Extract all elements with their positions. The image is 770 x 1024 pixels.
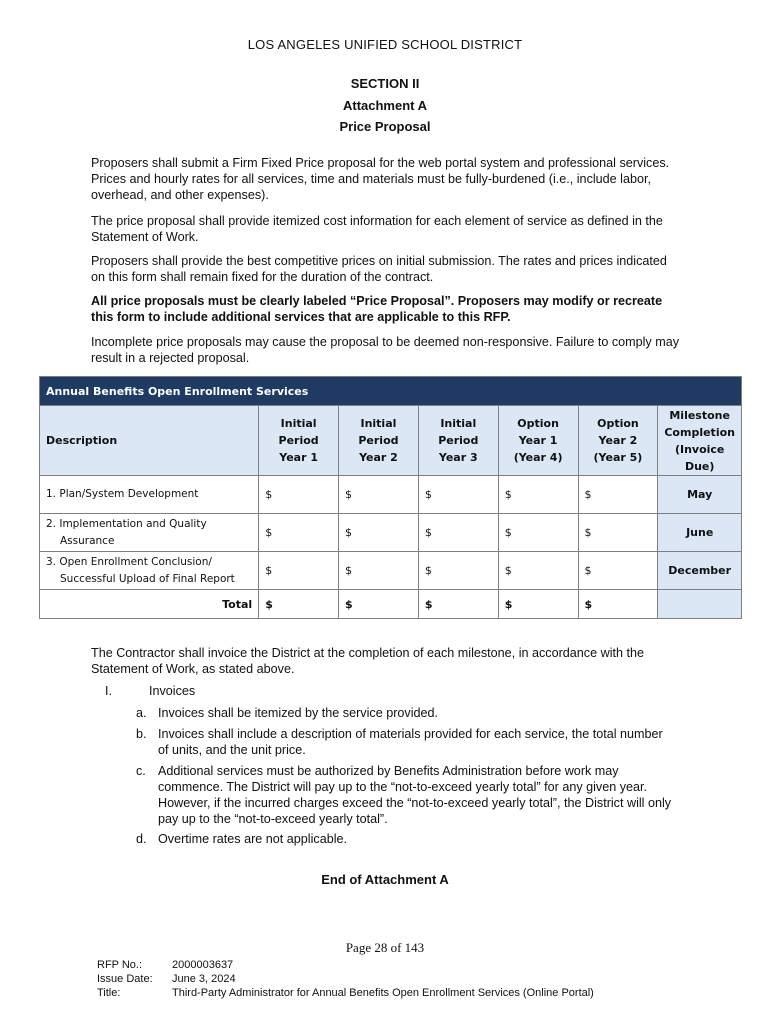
milestone-total-cell	[658, 590, 742, 619]
table-title: Annual Benefits Open Enrollment Services	[40, 377, 742, 406]
list-item: c. Additional services must be authorized by Benefits Administration before work may commence. The District will pay up to the “not-to-exceed yearly total” for any given year. However, if the incurred charges exceed the “not-to-exceed yearly total”, the District will only pay up to the “not-to-exceed yearly total”.	[136, 764, 672, 826]
footer-title: Title: Third-Party Administrator for Annual Benefits Open Enrollment Services (Online Portal)	[97, 987, 594, 999]
page-title: Price Proposal	[339, 119, 431, 134]
list-item: b. Invoices shall include a description of materials provided for each service, the total number of units, and the unit price.	[136, 727, 663, 757]
total-cell[interactable]: $	[498, 590, 578, 619]
row-description: 3. Open Enrollment Conclusion/ Successful Upload of Final Report	[40, 552, 259, 590]
price-cell[interactable]: $	[339, 476, 419, 514]
invoices-numeral: I.	[105, 684, 112, 698]
price-cell[interactable]: $	[578, 476, 658, 514]
price-cell[interactable]: $	[259, 552, 339, 590]
invoices-heading	[91, 684, 195, 698]
intro-paragraph: Proposers shall submit a Firm Fixed Price proposal for the web portal system and professional services. Prices and hourly rates for all services, time and materials must be fully-burdened (i.e., include labor, overhead, and other expenses).	[91, 156, 670, 202]
table-row	[40, 476, 742, 514]
column-header-initial-year-2: Initial Period Year 2	[339, 406, 419, 476]
invoice-paragraph: The Contractor shall invoice the District at the completion of each milestone, in accordance with the Statement of Work, as stated above.	[91, 646, 644, 676]
section-heading: SECTION II	[350, 76, 420, 91]
price-cell[interactable]: $	[498, 514, 578, 552]
district-name: LOS ANGELES UNIFIED SCHOOL DISTRICT	[247, 37, 523, 52]
page-number: Page 28 of 143	[345, 940, 425, 955]
price-cell[interactable]: $	[578, 552, 658, 590]
competitive-paragraph: Proposers shall provide the best competitive prices on initial submission. The rates and prices indicated on this form shall remain fixed for the duration of the contract.	[91, 254, 667, 284]
attachment-heading: Attachment A	[342, 98, 428, 113]
price-cell[interactable]: $	[339, 552, 419, 590]
milestone-cell: May	[658, 476, 742, 514]
total-cell[interactable]: $	[418, 590, 498, 619]
price-cell[interactable]: $	[498, 476, 578, 514]
row-description: 1. Plan/System Development	[40, 476, 259, 514]
list-item: a. Invoices shall be itemized by the service provided.	[136, 706, 439, 720]
price-cell[interactable]: $	[259, 476, 339, 514]
total-cell[interactable]: $	[259, 590, 339, 619]
price-cell[interactable]: $	[418, 476, 498, 514]
price-table	[39, 376, 742, 619]
milestone-cell: December	[658, 552, 742, 590]
price-cell[interactable]: $	[339, 514, 419, 552]
labeling-paragraph: All price proposals must be clearly labeled “Price Proposal”. Proposers may modify or recreate this form to include additional services that are applicable to this RFP.	[91, 294, 663, 324]
price-cell[interactable]: $	[578, 514, 658, 552]
column-header-initial-year-1: Initial Period Year 1	[259, 406, 339, 476]
milestone-cell: June	[658, 514, 742, 552]
footer-rfp: RFP No.: 2000003637	[97, 959, 234, 971]
row-description: 2. Implementation and Quality Assurance	[40, 514, 259, 552]
total-row	[40, 590, 742, 619]
incomplete-paragraph: Incomplete price proposals may cause the proposal to be deemed non-responsive. Failure to comply may result in a rejected proposal.	[91, 335, 680, 365]
price-cell[interactable]: $	[498, 552, 578, 590]
column-header-option-year-2: Option Year 2 (Year 5)	[578, 406, 658, 476]
price-cell[interactable]: $	[418, 514, 498, 552]
itemized-paragraph: The price proposal shall provide itemized cost information for each element of service as defined in the Statement of Work.	[91, 214, 663, 244]
footer-issue-date: Issue Date: June 3, 2024	[97, 973, 236, 985]
total-cell[interactable]: $	[578, 590, 658, 619]
column-header-option-year-1: Option Year 1 (Year 4)	[498, 406, 578, 476]
price-cell[interactable]: $	[259, 514, 339, 552]
price-cell[interactable]: $	[418, 552, 498, 590]
column-header-initial-year-3: Initial Period Year 3	[418, 406, 498, 476]
list-item: d. Overtime rates are not applicable.	[136, 832, 347, 846]
column-header-description: Description	[40, 406, 259, 476]
total-cell[interactable]: $	[339, 590, 419, 619]
total-label: Total	[40, 590, 259, 619]
invoices-label: Invoices	[149, 684, 196, 698]
table-row	[40, 514, 742, 552]
end-of-attachment: End of Attachment A	[321, 872, 449, 887]
column-header-milestone: Milestone Completion (Invoice Due)	[658, 406, 742, 476]
table-row	[40, 552, 742, 590]
